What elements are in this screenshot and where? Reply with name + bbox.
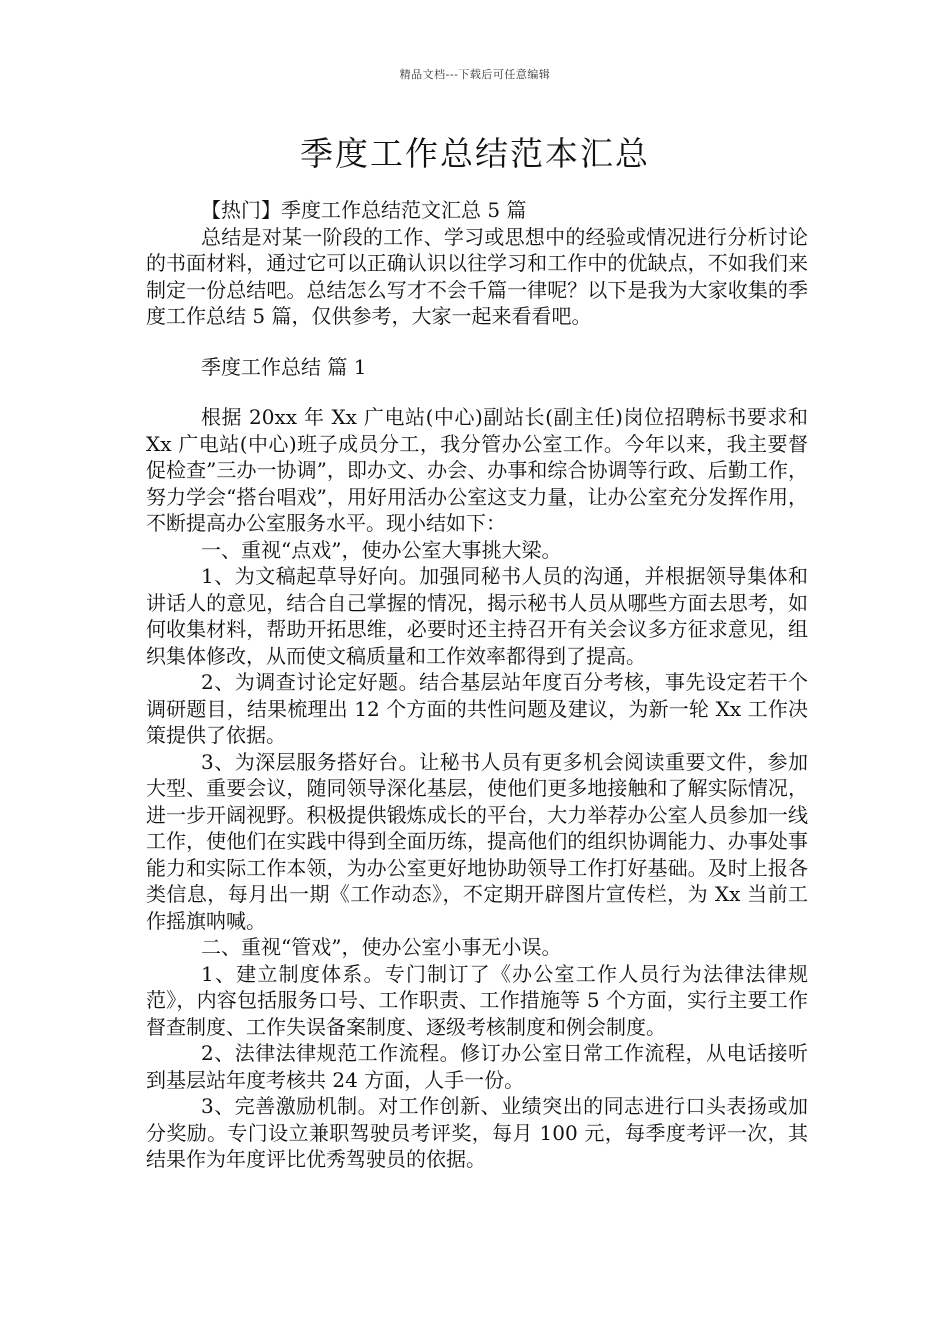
body-paragraph: 2、法律法律规范工作流程。修订办公室日常工作流程，从电话接听到基层站年度考核共 24 方面，人手一份。 [146, 1041, 808, 1092]
body-paragraph: 1、为文稿起草导好向。加强同秘书人员的沟通，并根据领导集体和讲话人的意见，结合自己掌握的情况，揭示秘书人员从哪些方面去思考，如何收集材料，帮助开拓思维，必要时还主持召开有关会议多方征求意见，组织集体修改，从而使文稿质量和工作效率都得到了提高。 [146, 564, 808, 668]
header-note: 精品文档---下载后可任意编辑 [399, 68, 551, 81]
body-paragraph: 2、为调查讨论定好题。结合基层站年度百分考核，事先设定若干个调研题目，结果梳理出 12 个方面的共性问题及建议，为新一轮 Xx 工作决策提供了依据。 [146, 670, 808, 747]
body-paragraph: 根据 20xx 年 Xx 广电站(中心)副站长(副主任)岗位招聘标书要求和 Xx 广电站(中心)班子成员分工，我分管办公室工作。今年以来，我主要督促检查”三办一协调”，即办文、办会、办事和综合协调等行政、后勤工作，努力学会“搭台唱戏”，用好用活办公室这支力量，让办公室充分发挥作用，不断提高办公室服务水平。现小结如下： [146, 405, 808, 535]
body-paragraph: 3、完善激励机制。对工作创新、业绩突出的同志进行口头表扬或加分奖励。专门设立兼职驾驶员考评奖，每月 100 元，每季度考评一次，其结果作为年度评比优秀驾驶员的依据。 [146, 1094, 808, 1171]
intro-paragraph: 总结是对某一阶段的工作、学习或思想中的经验或情况进行分析讨论的书面材料，通过它可以正确认识以往学习和工作中的优缺点，不如我们来制定一份总结吧。总结怎么写才不会千篇一律呢？以下是我为大家收集的季度工作总结 5 篇，仅供参考，大家一起来看看吧。 [146, 224, 808, 328]
document-body [146, 197, 808, 1173]
body-paragraph: 二、重视“管戏”，使办公室小事无小误。 [201, 935, 562, 959]
document-title: 季度工作总结范本汇总 [300, 134, 650, 173]
section-heading: 季度工作总结 篇 1 [201, 354, 367, 379]
intro-subtitle: 【热门】季度工作总结范文汇总 5 篇 [201, 198, 527, 222]
body-paragraph: 一、重视“点戏”，使办公室大事挑大梁。 [201, 537, 562, 562]
body-paragraph: 1、建立制度体系。专门制订了《办公室工作人员行为法律法律规范》，内容包括服务口号、工作职责、工作措施等 5 个方面，实行主要工作督查制度、工作失误备案制度、逐级考核制度和例会制度。 [146, 961, 808, 1039]
body-paragraph: 3、为深层服务搭好台。让秘书人员有更多机会阅读重要文件，参加大型、重要会议，随同领导深化基层，使他们更多地接触和了解实际情况，进一步开阔视野。积极提供锻炼成长的平台，大力举荐办公室人员参加一线工作，使他们在实践中得到全面历练，提高他们的组织协调能力、办事处事能力和实际工作本领，为办公室更好地协助领导工作打好基础。及时上报各类信息，每月出一期《工作动态》，不定期开辟图片宣传栏，为 Xx 当前工作摇旗呐喊。 [146, 749, 808, 933]
